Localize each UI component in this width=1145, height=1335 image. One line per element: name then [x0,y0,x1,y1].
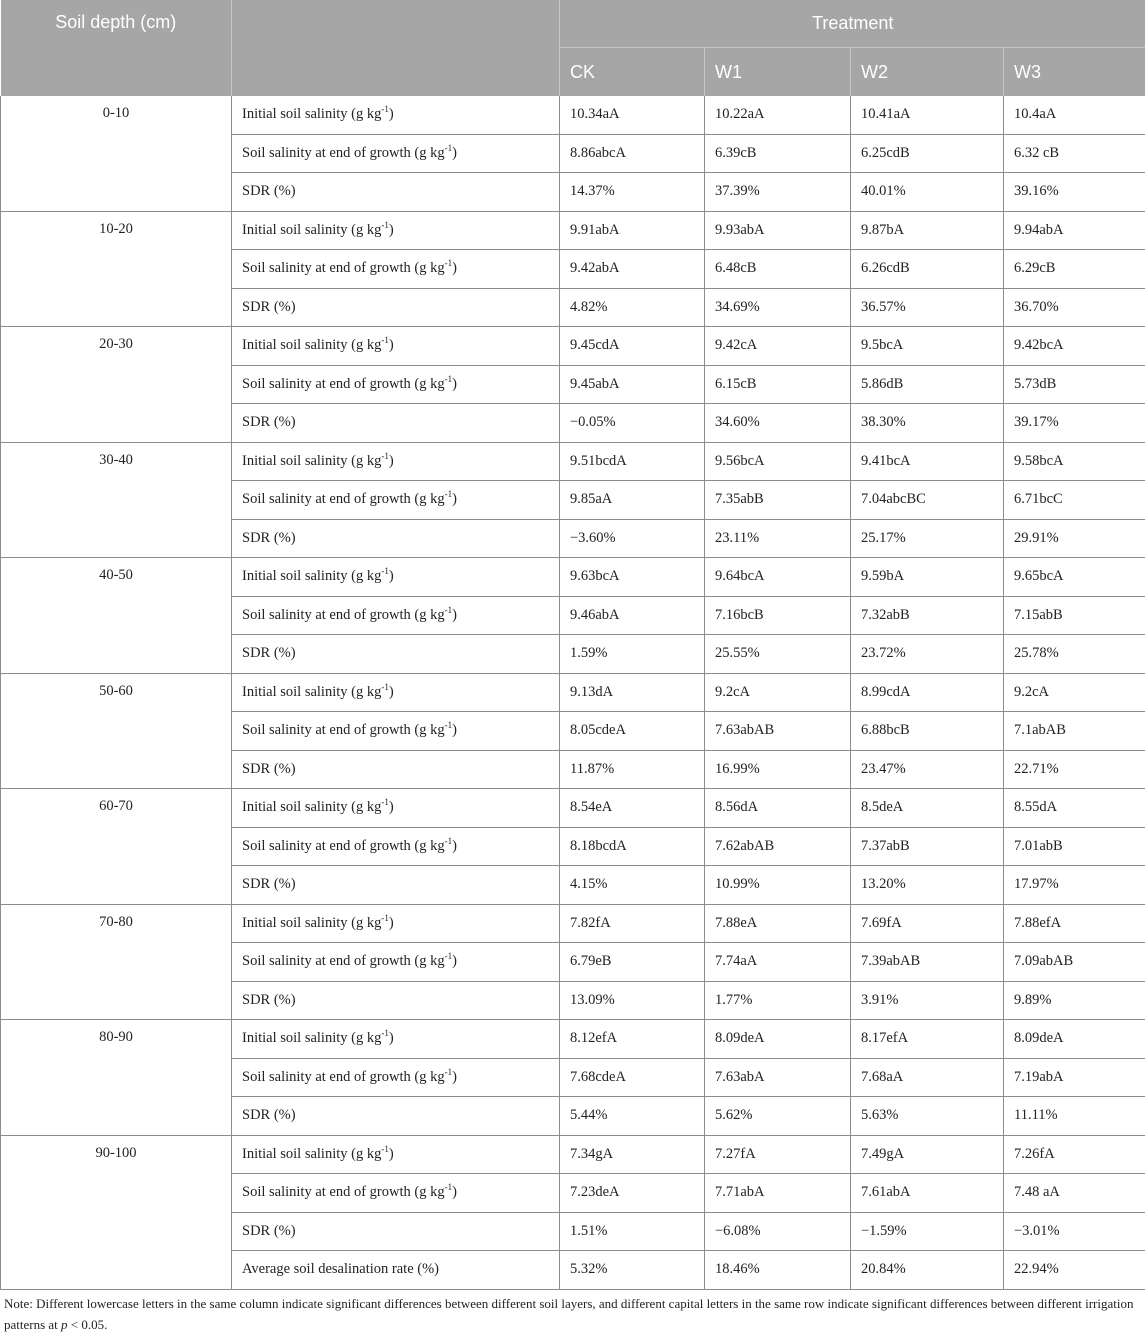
value-cell: 6.48cB [705,250,851,289]
value-cell: 25.78% [1004,635,1145,674]
row-label: SDR (%) [232,866,560,905]
value-cell: 7.48 aA [1004,1174,1145,1213]
label-text: Initial soil salinity (g kg [242,453,381,469]
value-cell: 5.73dB [1004,365,1145,404]
row-label: SDR (%) [232,1097,560,1136]
value-cell: 9.13dA [560,673,705,712]
label-unit-exponent: -1 [445,143,453,153]
value-cell: 7.39abAB [851,943,1004,982]
value-cell: 4.82% [560,288,705,327]
value-cell: 39.17% [1004,404,1145,443]
value-cell: 37.39% [705,173,851,212]
value-cell: 29.91% [1004,519,1145,558]
label-unit-exponent: -1 [381,913,389,923]
depth-cell: 20-30 [1,327,232,443]
value-cell: 7.71abA [705,1174,851,1213]
label-close-paren: ) [452,953,457,969]
value-cell: −3.01% [1004,1212,1145,1251]
value-cell: 1.51% [560,1212,705,1251]
value-cell: 7.19abA [1004,1058,1145,1097]
value-cell: 7.35abB [705,481,851,520]
label-text: Initial soil salinity (g kg [242,222,381,238]
value-cell: 7.62abAB [705,827,851,866]
depth-cell: 40-50 [1,558,232,674]
depth-cell: 50-60 [1,673,232,789]
value-cell: 25.55% [705,635,851,674]
row-label [232,1135,560,1174]
value-cell: 7.49gA [851,1135,1004,1174]
label-unit-exponent: -1 [381,451,389,461]
value-cell: 23.72% [851,635,1004,674]
value-cell: 10.34aA [560,96,705,134]
value-cell: 9.45cdA [560,327,705,366]
depth-cell: 60-70 [1,789,232,905]
row-label [232,134,560,173]
value-cell: −3.60% [560,519,705,558]
value-cell: 8.86abcA [560,134,705,173]
table-row [1,442,1145,481]
label-unit-exponent: -1 [445,605,453,615]
value-cell: 36.57% [851,288,1004,327]
label-text: Initial soil salinity (g kg [242,684,381,700]
value-cell: 9.63bcA [560,558,705,597]
value-cell: 9.2cA [705,673,851,712]
value-cell: 7.04abcBC [851,481,1004,520]
value-cell: 7.61abA [851,1174,1004,1213]
value-cell: 9.42bcA [1004,327,1145,366]
value-cell: 9.42abA [560,250,705,289]
row-label [232,211,560,250]
label-text: Soil salinity at end of growth (g kg [242,376,445,392]
row-label [232,481,560,520]
value-cell: 8.56dA [705,789,851,828]
value-cell: 9.64bcA [705,558,851,597]
label-close-paren: ) [452,607,457,623]
row-label [232,712,560,751]
value-cell: 9.87bA [851,211,1004,250]
depth-cell: 0-10 [1,96,232,211]
label-text: Initial soil salinity (g kg [242,1146,381,1162]
value-cell: 9.94abA [1004,211,1145,250]
value-cell: 6.15cB [705,365,851,404]
table-row [1,558,1145,597]
depth-cell: 90-100 [1,1135,232,1289]
table-row [1,211,1145,250]
label-close-paren: ) [452,145,457,161]
label-text: Initial soil salinity (g kg [242,915,381,931]
row-label [232,943,560,982]
value-cell: 7.15abB [1004,596,1145,635]
label-unit-exponent: -1 [381,797,389,807]
label-text: Initial soil salinity (g kg [242,799,381,815]
value-cell: 6.32 cB [1004,134,1145,173]
value-cell: 9.89% [1004,981,1145,1020]
value-cell: −0.05% [560,404,705,443]
row-label [232,596,560,635]
label-close-paren: ) [389,799,394,815]
value-cell: 40.01% [851,173,1004,212]
label-unit-exponent: -1 [381,682,389,692]
header-treatment: Treatment [560,0,1145,48]
row-label: SDR (%) [232,981,560,1020]
table-row [1,904,1145,943]
value-cell: 5.44% [560,1097,705,1136]
label-text: Initial soil salinity (g kg [242,337,381,353]
value-cell: 25.17% [851,519,1004,558]
value-cell: 7.09abAB [1004,943,1145,982]
label-unit-exponent: -1 [445,836,453,846]
label-text: Initial soil salinity (g kg [242,106,381,122]
value-cell: 9.58bcA [1004,442,1145,481]
value-cell: 7.23deA [560,1174,705,1213]
label-close-paren: ) [389,1146,394,1162]
label-unit-exponent: -1 [381,566,389,576]
value-cell: 38.30% [851,404,1004,443]
value-cell: 10.4aA [1004,96,1145,134]
value-cell: 5.63% [851,1097,1004,1136]
row-label: Average soil desalination rate (%) [232,1251,560,1290]
label-close-paren: ) [389,915,394,931]
value-cell: 11.11% [1004,1097,1145,1136]
label-close-paren: ) [389,222,394,238]
label-unit-exponent: -1 [381,1028,389,1038]
value-cell: 1.77% [705,981,851,1020]
row-label [232,827,560,866]
value-cell: −1.59% [851,1212,1004,1251]
label-close-paren: ) [389,684,394,700]
value-cell: 7.68cdeA [560,1058,705,1097]
depth-cell: 10-20 [1,211,232,327]
value-cell: 36.70% [1004,288,1145,327]
value-cell: 9.2cA [1004,673,1145,712]
label-text: Soil salinity at end of growth (g kg [242,1069,445,1085]
value-cell: 6.26cdB [851,250,1004,289]
label-unit-exponent: -1 [445,489,453,499]
value-cell: 9.93abA [705,211,851,250]
row-label [232,250,560,289]
value-cell: 7.32abB [851,596,1004,635]
value-cell: 9.42cA [705,327,851,366]
value-cell: 23.11% [705,519,851,558]
row-label: SDR (%) [232,288,560,327]
value-cell: 16.99% [705,750,851,789]
value-cell: 8.99cdA [851,673,1004,712]
value-cell: 7.82fA [560,904,705,943]
value-cell: 13.09% [560,981,705,1020]
value-cell: 6.79eB [560,943,705,982]
header-w1: W1 [705,48,851,97]
depth-cell: 30-40 [1,442,232,558]
label-close-paren: ) [389,568,394,584]
table-row [1,789,1145,828]
value-cell: 6.88bcB [851,712,1004,751]
label-close-paren: ) [389,1030,394,1046]
value-cell: 5.86dB [851,365,1004,404]
value-cell: 10.41aA [851,96,1004,134]
row-label [232,673,560,712]
label-close-paren: ) [452,376,457,392]
value-cell: 6.71bcC [1004,481,1145,520]
table-row [1,1135,1145,1174]
value-cell: 3.91% [851,981,1004,1020]
row-label [232,1174,560,1213]
row-label [232,904,560,943]
value-cell: 9.91abA [560,211,705,250]
header-row [1,0,1145,48]
note-p: p [61,1317,68,1332]
value-cell: 5.62% [705,1097,851,1136]
depth-cell: 80-90 [1,1020,232,1136]
row-label [232,558,560,597]
value-cell: 6.29cB [1004,250,1145,289]
note-tail: < 0.05. [68,1317,108,1332]
label-unit-exponent: -1 [381,220,389,230]
row-label [232,1058,560,1097]
label-unit-exponent: -1 [381,104,389,114]
label-text: Soil salinity at end of growth (g kg [242,145,445,161]
label-close-paren: ) [452,838,457,854]
value-cell: 7.63abAB [705,712,851,751]
value-cell: 9.41bcA [851,442,1004,481]
table-note [0,1293,1145,1335]
row-label: SDR (%) [232,404,560,443]
value-cell: 9.65bcA [1004,558,1145,597]
value-cell: 7.1abAB [1004,712,1145,751]
row-label: SDR (%) [232,1212,560,1251]
value-cell: 7.34gA [560,1135,705,1174]
value-cell: 8.54eA [560,789,705,828]
label-unit-exponent: -1 [445,720,453,730]
row-label [232,327,560,366]
row-label: SDR (%) [232,635,560,674]
value-cell: 7.74aA [705,943,851,982]
label-unit-exponent: -1 [445,1067,453,1077]
value-cell: 10.99% [705,866,851,905]
value-cell: 7.16bcB [705,596,851,635]
value-cell: 8.09deA [1004,1020,1145,1059]
value-cell: 23.47% [851,750,1004,789]
table-row [1,673,1145,712]
row-label [232,789,560,828]
label-text: Soil salinity at end of growth (g kg [242,953,445,969]
value-cell: 18.46% [705,1251,851,1290]
value-cell: 9.59bA [851,558,1004,597]
header-ck: CK [560,48,705,97]
value-cell: 34.60% [705,404,851,443]
table-row [1,327,1145,366]
label-close-paren: ) [389,453,394,469]
value-cell: 9.56bcA [705,442,851,481]
value-cell: 7.88efA [1004,904,1145,943]
value-cell: 7.63abA [705,1058,851,1097]
value-cell: 9.51bcdA [560,442,705,481]
value-cell: 7.27fA [705,1135,851,1174]
label-unit-exponent: -1 [445,951,453,961]
row-label [232,1020,560,1059]
value-cell: 22.94% [1004,1251,1145,1290]
label-unit-exponent: -1 [445,374,453,384]
row-label [232,442,560,481]
label-close-paren: ) [452,491,457,507]
header-soil-depth: Soil depth (cm) [1,0,232,96]
label-text: Initial soil salinity (g kg [242,568,381,584]
row-label: SDR (%) [232,519,560,558]
table-row [1,1020,1145,1059]
value-cell: 7.01abB [1004,827,1145,866]
value-cell: 1.59% [560,635,705,674]
label-text: Initial soil salinity (g kg [242,1030,381,1046]
depth-cell: 70-80 [1,904,232,1020]
row-label: SDR (%) [232,173,560,212]
value-cell: 22.71% [1004,750,1145,789]
value-cell: 8.09deA [705,1020,851,1059]
header-w2: W2 [851,48,1004,97]
label-text: Soil salinity at end of growth (g kg [242,722,445,738]
label-close-paren: ) [389,106,394,122]
value-cell: 7.37abB [851,827,1004,866]
label-text: Soil salinity at end of growth (g kg [242,838,445,854]
value-cell: 8.17efA [851,1020,1004,1059]
row-label [232,96,560,134]
value-cell: 11.87% [560,750,705,789]
value-cell: 10.22aA [705,96,851,134]
label-unit-exponent: -1 [445,258,453,268]
label-close-paren: ) [452,722,457,738]
value-cell: 20.84% [851,1251,1004,1290]
label-close-paren: ) [452,260,457,276]
value-cell: 13.20% [851,866,1004,905]
value-cell: 14.37% [560,173,705,212]
value-cell: 6.39cB [705,134,851,173]
table-row [1,96,1145,134]
label-close-paren: ) [389,337,394,353]
label-close-paren: ) [452,1069,457,1085]
value-cell: 7.26fA [1004,1135,1145,1174]
value-cell: 9.85aA [560,481,705,520]
value-cell: 5.32% [560,1251,705,1290]
value-cell: 8.12efA [560,1020,705,1059]
value-cell: 9.45abA [560,365,705,404]
label-text: Soil salinity at end of growth (g kg [242,491,445,507]
value-cell: 8.55dA [1004,789,1145,828]
value-cell: −6.08% [705,1212,851,1251]
value-cell: 17.97% [1004,866,1145,905]
value-cell: 8.18bcdA [560,827,705,866]
row-label [232,365,560,404]
value-cell: 7.69fA [851,904,1004,943]
label-text: Soil salinity at end of growth (g kg [242,607,445,623]
label-unit-exponent: -1 [381,335,389,345]
header-w3: W3 [1004,48,1145,97]
value-cell: 7.68aA [851,1058,1004,1097]
label-text: Soil salinity at end of growth (g kg [242,260,445,276]
header-blank [232,0,560,96]
label-unit-exponent: -1 [381,1144,389,1154]
value-cell: 39.16% [1004,173,1145,212]
value-cell: 7.88eA [705,904,851,943]
value-cell: 6.25cdB [851,134,1004,173]
row-label: SDR (%) [232,750,560,789]
value-cell: 8.05cdeA [560,712,705,751]
value-cell: 9.46abA [560,596,705,635]
label-close-paren: ) [452,1184,457,1200]
note-text: Note: Different lowercase letters in the same column indicate significant differences between different soil layers, and different capital letters in the same row indicate significant differences between different irrigation patterns at [4,1296,1133,1332]
value-cell: 4.15% [560,866,705,905]
value-cell: 8.5deA [851,789,1004,828]
label-unit-exponent: -1 [445,1182,453,1192]
value-cell: 34.69% [705,288,851,327]
table-body [1,96,1145,1289]
value-cell: 9.5bcA [851,327,1004,366]
label-text: Soil salinity at end of growth (g kg [242,1184,445,1200]
